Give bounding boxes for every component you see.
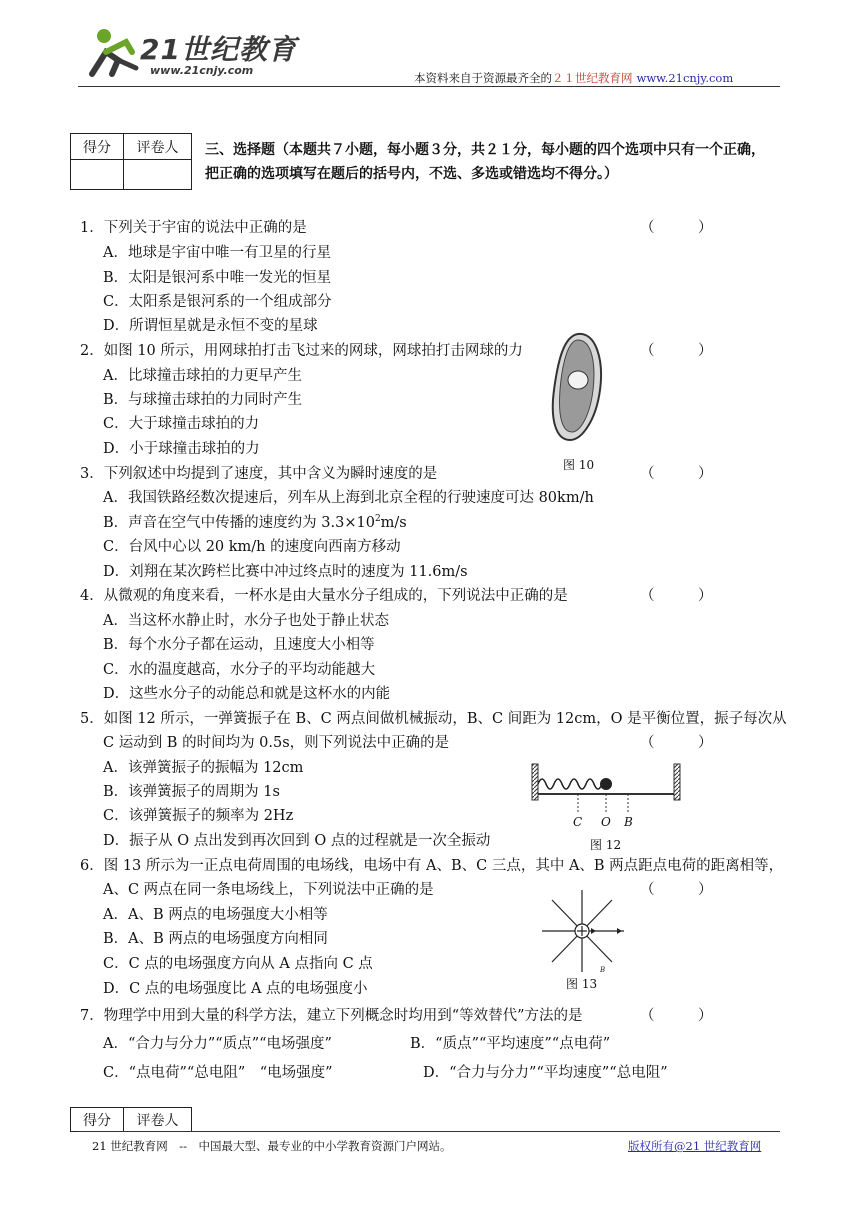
question-4-stem: 4．从微观的角度来看，一杯水是由大量水分子组成的，下列说法中正确的是 [80, 588, 568, 604]
q4-option-c: C．水的温度越高，水分子的平均动能越大 [103, 662, 376, 678]
q3-option-a: A．我国铁路经数次提速后，列车从上海到北京全程的行驶速度可达 80km/h [103, 490, 594, 506]
figure-13-caption: 图 13 [566, 977, 598, 991]
answer-bracket-1[interactable]: （ ） [640, 220, 713, 236]
q6-option-b: B．A、B 两点的电场强度方向相同 [103, 931, 328, 947]
section-heading-line2: 把正确的选项填写在题后的括号内，不选、多选或错选均不得分。） [205, 166, 618, 182]
footer-left: 21 世纪教育网 -- 中国最大型、最专业的中小学教育资源门户网站。 [92, 1139, 452, 1153]
logo-url: www.21cnjy.com [150, 64, 254, 77]
q1-option-d: D．所谓恒星就是永恒不变的星球 [103, 318, 318, 334]
q6-option-c: C．C 点的电场强度方向从 A 点指向 C 点 [103, 956, 373, 972]
question-5-stem-cont: C 运动到 B 的时间均为 0.5s，则下列说法中正确的是 [103, 735, 450, 751]
answer-bracket-5[interactable]: （ ） [640, 735, 713, 751]
q3-option-d: D．刘翔在某次跨栏比赛中冲过终点时的速度为 11.6m/s [103, 564, 468, 580]
q2-option-a: A．比球撞击球拍的力更早产生 [103, 368, 302, 384]
q3-option-c: C．台风中心以 20 km/h 的速度向西南方移动 [103, 539, 401, 555]
q5-option-b: B．该弹簧振子的周期为 1s [103, 784, 280, 800]
grader-cell[interactable] [124, 160, 192, 190]
question-3-stem: 3．下列叙述中均提到了速度，其中含义为瞬时速度的是 [80, 466, 438, 482]
section-heading-line1: 三、选择题（本题共７小题，每小题３分，共２１分，每小题的四个选项中只有一个正确， [205, 142, 765, 158]
q1-option-a: A．地球是宇宙中唯一有卫星的行星 [103, 245, 331, 261]
score-cell[interactable] [71, 160, 124, 190]
q1-option-b: B．太阳是银河系中唯一发光的恒星 [103, 270, 332, 286]
figure-12-label-b: B [624, 815, 633, 829]
q6-option-a: A．A、B 两点的电场强度大小相等 [103, 907, 328, 923]
question-1-stem: 1．下列关于宇宙的说法中正确的是 [80, 220, 307, 236]
answer-bracket-2[interactable]: （ ） [640, 343, 713, 359]
grader-label: 评卷人 [124, 134, 192, 160]
header-rule [78, 86, 780, 87]
answer-bracket-7[interactable]: （ ） [640, 1008, 713, 1024]
q3-option-b-text: B．声音在空气中传播的速度约为 3.3×10 [103, 515, 375, 531]
q7-option-c: C．“点电荷”“总电阻” “电场强度” [103, 1065, 333, 1081]
source-prefix: 本资料来自于资源最齐全的 [414, 71, 552, 85]
q5-option-d: D．振子从 O 点出发到再次回到 O 点的过程就是一次全振动 [103, 833, 491, 849]
figure-12-label-o: O [601, 815, 611, 829]
q6-option-d: D．C 点的电场强度比 A 点的电场强度小 [103, 981, 368, 997]
footer-rule [78, 1131, 780, 1132]
source-site[interactable]: ２１世纪教育网 [552, 71, 633, 85]
q5-option-c: C．该弹簧振子的频率为 2Hz [103, 808, 294, 824]
question-7-stem: 7．物理学中用到大量的科学方法，建立下列概念时均用到“等效替代”方法的是 [80, 1008, 583, 1024]
score-box-2 [70, 1107, 192, 1132]
q7-option-b: B．“质点”“平均速度”“点电荷” [410, 1036, 611, 1052]
figure-12-label-c: C [573, 815, 583, 829]
footer-copyright-link[interactable]: 版权所有@21 世纪教育网 [628, 1139, 762, 1153]
q2-option-d: D．小于球撞击球拍的力 [103, 441, 260, 457]
figure-12-spring-oscillator [530, 760, 684, 816]
q2-option-c: C．大于球撞击球拍的力 [103, 416, 260, 432]
q7-option-a: A．“合力与分力”“质点”“电场强度” [103, 1036, 332, 1052]
q2-option-b: B．与球撞击球拍的力同时产生 [103, 392, 303, 408]
q7-option-d: D．“合力与分力”“平均速度”“总电阻” [423, 1065, 668, 1081]
score-label-2: 得分 [71, 1108, 124, 1132]
answer-bracket-6[interactable]: （ ） [640, 882, 713, 898]
score-label: 得分 [71, 134, 124, 160]
answer-bracket-3[interactable]: （ ） [640, 466, 713, 482]
q3-option-b-unit: m/s [380, 515, 407, 531]
q5-option-a: A．该弹簧振子的振幅为 12cm [103, 760, 304, 776]
svg-text:B: B [600, 966, 606, 974]
question-5-stem: 5．如图 12 所示，一弹簧振子在 B、C 两点间做机械振动，B、C 间距为 12cm，O 是平衡位置，振子每次从 [80, 711, 787, 727]
q4-option-a: A．当这杯水静止时，水分子也处于静止状态 [103, 613, 389, 629]
question-6-stem-cont: A、C 两点在同一条电场线上，下列说法中正确的是 [103, 882, 434, 898]
score-box [70, 133, 192, 190]
figure-12-caption: 图 12 [590, 838, 622, 852]
source-url-link[interactable]: www.21cnjy.com [636, 71, 734, 85]
grader-label-2: 评卷人 [124, 1108, 192, 1132]
question-2-stem: 2．如图 10 所示，用网球拍打击飞过来的网球，网球拍打击网球的力 [80, 343, 523, 359]
source-note [414, 68, 733, 88]
figure-10-caption: 图 10 [563, 458, 595, 472]
q1-option-c: C．太阳系是银河系的一个组成部分 [103, 294, 332, 310]
figure-10-racket [548, 330, 604, 442]
q3-option-b [103, 513, 407, 533]
q4-option-b: B．每个水分子都在运动，且速度大小相等 [103, 637, 375, 653]
question-6-stem: 6．图 13 所示为一正点电荷周围的电场线，电场中有 A、B、C 三点，其中 A、B 两点距点电荷的距离相等， [80, 858, 784, 874]
logo-text: 21世纪教育 [140, 33, 297, 66]
figure-13-electric-field [540, 888, 630, 974]
q3-option-b-exponent: 2 [374, 514, 381, 525]
q4-option-d: D．这些水分子的动能总和就是这杯水的内能 [103, 686, 391, 702]
answer-bracket-4[interactable]: （ ） [640, 588, 713, 604]
